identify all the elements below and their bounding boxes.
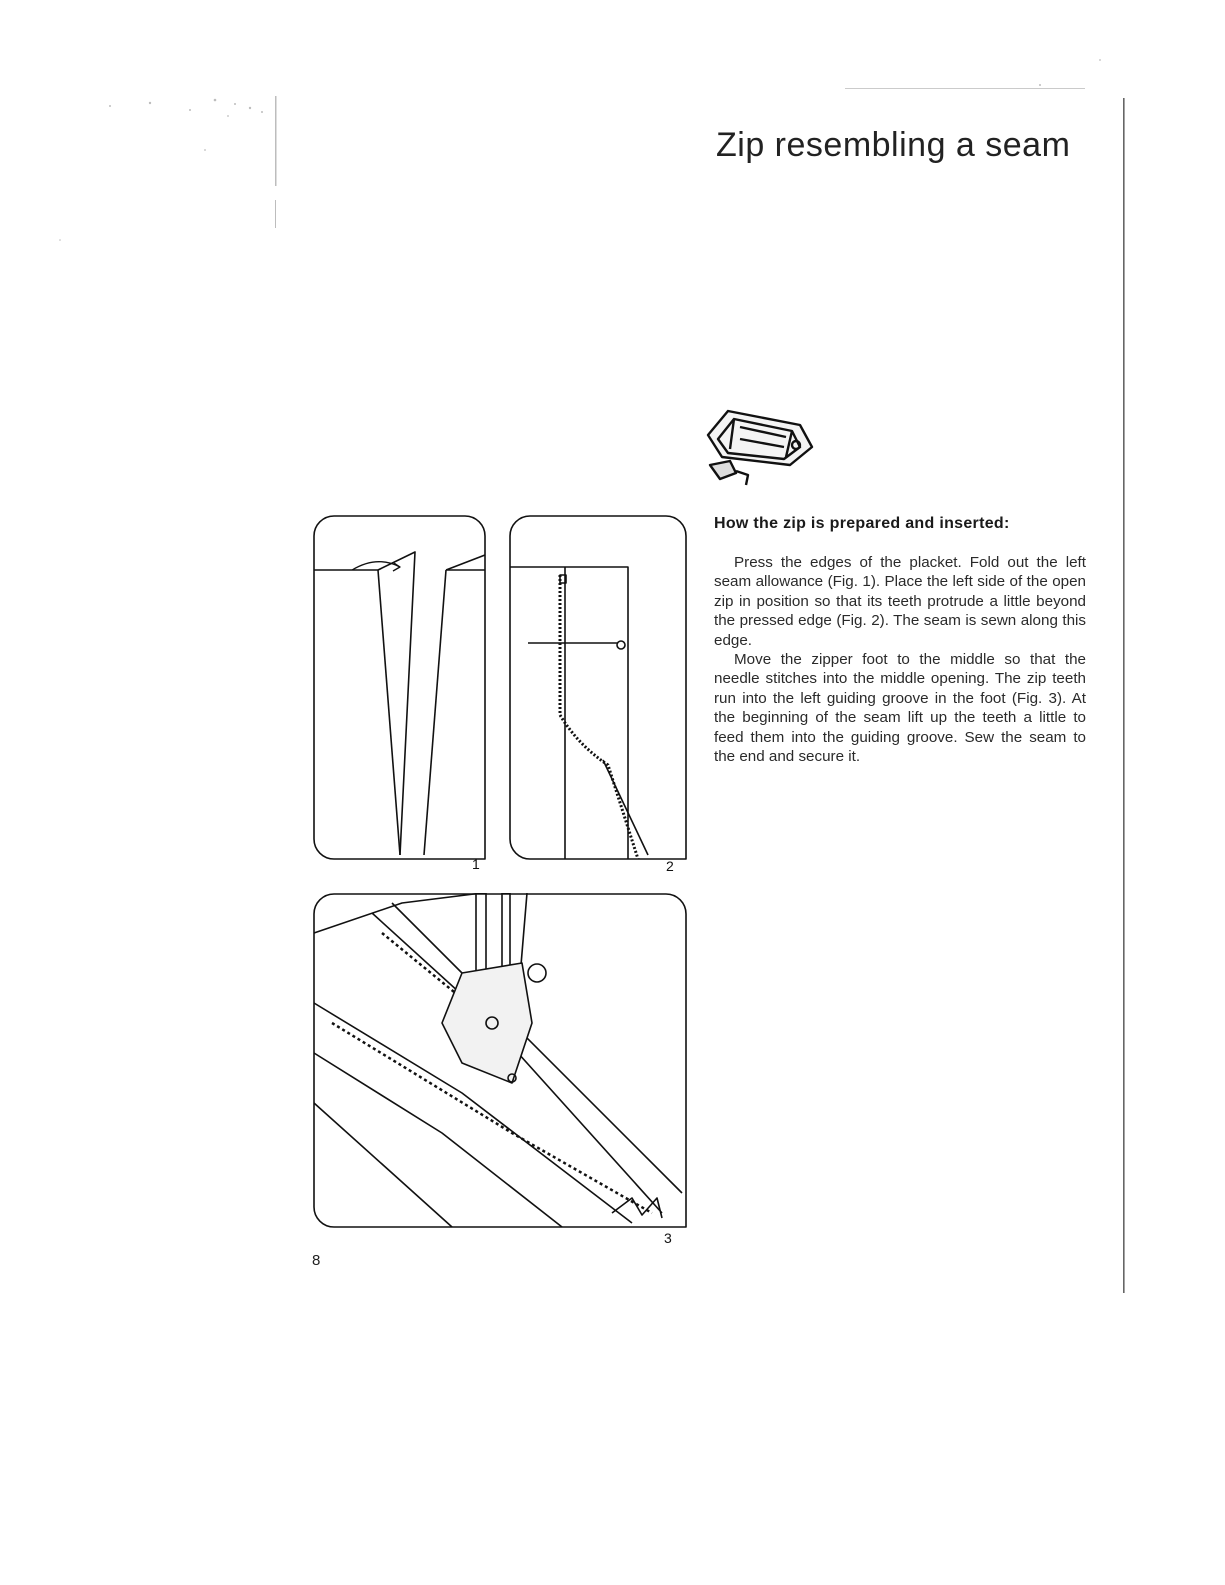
folded-seam-allowance-illustration: [312, 515, 487, 880]
figure-number: 1: [472, 856, 480, 872]
figure-number: 2: [666, 858, 674, 874]
instructions-text: [714, 553, 1086, 766]
sewing-zip-with-zipper-foot-illustration: [312, 893, 688, 1248]
section-heading: How the zip is prepared and inserted:: [714, 515, 1010, 532]
page-title: Zip resembling a seam: [716, 126, 1071, 164]
page-number: 8: [312, 1252, 321, 1269]
zipper-foot-icon: [700, 405, 820, 490]
figure-number: 3: [664, 1230, 672, 1246]
paragraph: Move the zipper foot to the middle so that the needle stitches into the middle opening. The zip teeth run into the left guiding groove in the foot (Fig. 3). At the beginning of the seam lift up the teeth a little to feed them into the guiding groove. Sew the seam to the end and secure it.: [714, 651, 1086, 766]
zip-placed-on-edge-illustration: [508, 515, 688, 880]
binding-edge: [1122, 98, 1126, 1293]
paragraph: Press the edges of the placket. Fold out the left seam allowance (Fig. 1). Place the left side of the open zip in position so that its teeth protrude a little beyond the pressed edge (Fig. 2). The seam is sewn along this edge.: [714, 554, 1086, 649]
